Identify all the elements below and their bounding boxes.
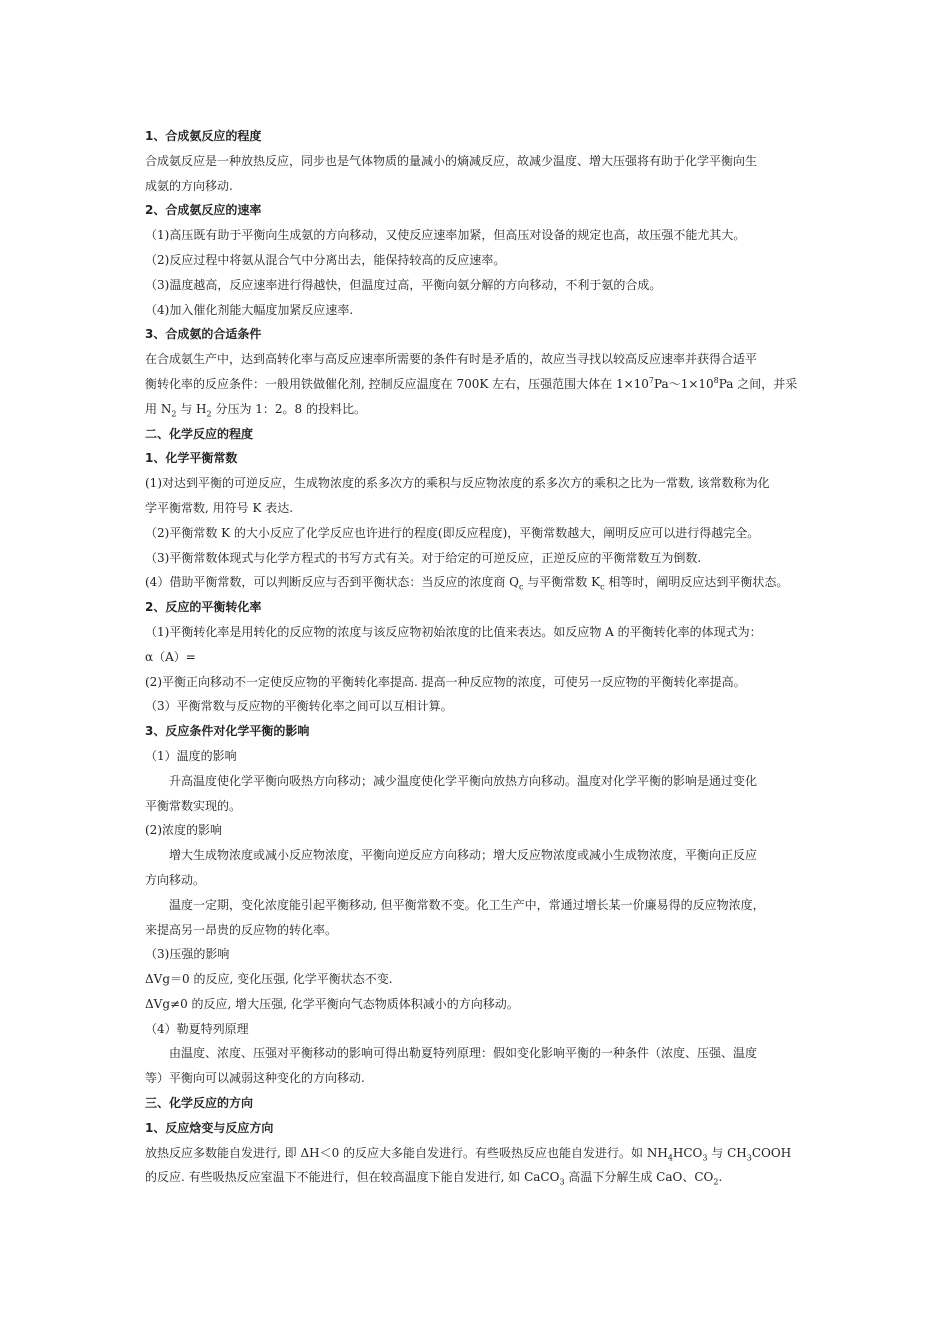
paragraph-line: 的反应. 有些吸热反应室温下不能进行，但在较高温度下能自发进行, 如 CaCO$_3$ 高温下分解生成 CaO、$CO_2$. — [145, 1170, 723, 1187]
paragraph-line: 等）平衡向可以减弱这种变化的方向移动. — [145, 1071, 365, 1086]
paragraph-line: 平衡常数实现的。 — [145, 798, 242, 813]
paragraph-line: ΔVg＝0 的反应, 变化压强, 化学平衡状态不变. — [145, 972, 393, 987]
paragraph-line: 用 $N_2$ 与 $H_2$ 分压为 1：2。8 的投料比。 — [145, 401, 366, 419]
paragraph-line: 放热反应多数能自发进行, 即 ΔH＜0 的反应大多能自发进行。有些吸热反应也能自发进行。如 $NH_4HCO_3$ 与 $CH_3COOH$ — [145, 1145, 792, 1163]
heading-ammonia-conditions: 3、合成氨的合适条件 — [145, 327, 262, 342]
list-item: （1)高压既有助于平衡向生成氨的方向移动，又使反应速率加紧，但高压对设备的规定也高，故压强不能尤其大。 — [145, 228, 746, 243]
list-item: （2)反应过程中将氨从混合气中分离出去，能保持较高的反应速率。 — [145, 252, 506, 267]
formula-line: α（A）= — [145, 649, 196, 664]
list-item: （1)平衡转化率是用转化的反应物的浓度与该反应物初始浓度的比值来表达。如反应物 A 的平衡转化率的体现式为： — [145, 624, 762, 639]
paragraph-line: 方向移动。 — [145, 872, 206, 887]
list-item: （3）平衡常数与反应物的平衡转化率之间可以互相计算。 — [145, 699, 453, 714]
list-item: (1)对达到平衡的可逆反应，生成物浓度的系多次方的乘积与反应物浓度的系多次方的乘积之比为一常数, 该常数称为化 — [145, 476, 770, 491]
paragraph-line: 由温度、浓度、压强对平衡移动的影响可得出勒夏特列原理：假如变化影响平衡的一种条件（浓度、压强、温度 — [169, 1046, 758, 1061]
paragraph-line: 在合成氨生产中，达到高转化率与高反应速率所需要的条件有时是矛盾的，故应当寻找以较高反应速率并获得合适平 — [145, 352, 758, 367]
subheading-concentration: (2)浓度的影响 — [145, 823, 222, 838]
paragraph-line: 成氨的方向移动. — [145, 178, 233, 193]
list-item: （2)平衡常数 K 的大小反应了化学反应也许进行的程度(即反应程度)，平衡常数越大，阐明反应可以进行得越完全。 — [145, 525, 760, 540]
list-item: 学平衡常数, 用符号 K 表达. — [145, 500, 294, 515]
paragraph-line: ΔVg≠0 的反应, 增大压强, 化学平衡向气态物质体积减小的方向移动。 — [145, 996, 519, 1011]
heading-equilibrium-constant: 1、化学平衡常数 — [145, 451, 238, 466]
paragraph-line: 合成氨反应是一种放热反应，同步也是气体物质的量减小的熵减反应，故减少温度、增大压强将有助于化学平衡向生 — [145, 153, 758, 168]
list-item: （3)平衡常数体现式与化学方程式的书写方式有关。对于给定的可逆反应，正逆反应的平衡常数互为倒数. — [145, 550, 702, 565]
paragraph-line: 衡转化率的反应条件：一般用铁做催化剂, 控制反应温度在 700K 左右，压强范围大体在 $1\times 10^7Pa\sim 1\times 10^8Pa$ 之间，并采 — [145, 375, 798, 391]
heading-conversion-rate: 2、反应的平衡转化率 — [145, 600, 262, 615]
heading-reaction-extent: 二、化学反应的程度 — [145, 426, 254, 441]
subheading-pressure: （3)压强的影响 — [145, 947, 230, 962]
paragraph-line: 升高温度使化学平衡向吸热方向移动；减少温度使化学平衡向放热方向移动。温度对化学平衡的影响是通过变化 — [169, 773, 758, 788]
list-item: （4)加入催化剂能大幅度加紧反应速率. — [145, 302, 354, 317]
heading-reaction-direction: 三、化学反应的方向 — [145, 1096, 254, 1111]
subheading-temperature: （1）温度的影响 — [145, 748, 237, 763]
heading-condition-effects: 3、反应条件对化学平衡的影响 — [145, 724, 310, 739]
list-item: (2)平衡正向移动不一定使反应物的平衡转化率提高. 提高一种反应物的浓度，可使另一反应物的平衡转化率提高。 — [145, 674, 746, 689]
document-body — [145, 124, 815, 1190]
heading-enthalpy-direction: 1、反应焓变与反应方向 — [145, 1120, 274, 1135]
subheading-le-chatelier: （4）勒夏特列原理 — [145, 1021, 249, 1036]
heading-ammonia-extent: 1、合成氨反应的程度 — [145, 129, 262, 143]
list-item: (4）借助平衡常数，可以判断反应与否到平衡状态：当反应的浓度商 $Q_c$ 与平衡常数 $K_c$ 相等时，阐明反应达到平衡状态。 — [145, 575, 789, 592]
paragraph-line: 温度一定期，变化浓度能引起平衡移动, 但平衡常数不变。化工生产中，常通过增长某一价廉易得的反应物浓度， — [169, 897, 765, 912]
list-item: （3)温度越高，反应速率进行得越快，但温度过高，平衡向氨分解的方向移动，不利于氨的合成。 — [145, 277, 662, 292]
paragraph-line: 来提高另一昂贵的反应物的转化率。 — [145, 922, 338, 937]
paragraph-line: 增大生成物浓度或减小反应物浓度，平衡向逆反应方向移动；增大反应物浓度或减小生成物浓度，平衡向正反应 — [169, 848, 758, 863]
heading-ammonia-rate: 2、合成氨反应的速率 — [145, 203, 262, 218]
